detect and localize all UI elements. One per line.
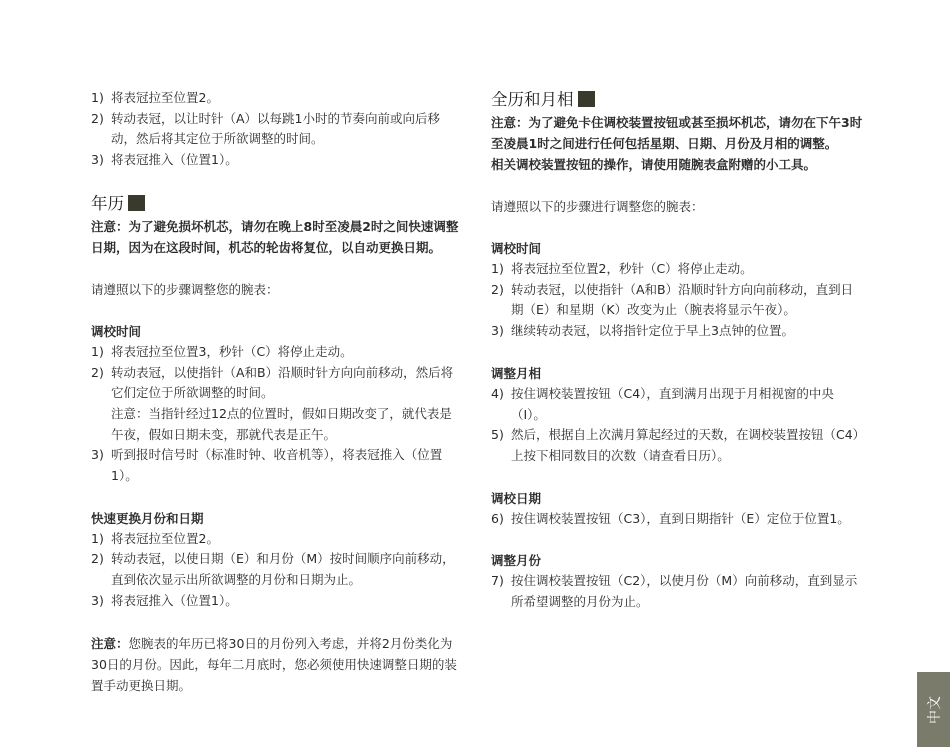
perpetual-section-title: 全历和月相 xyxy=(491,88,863,112)
list-item: 1) 将表冠拉至位置3，秒针（C）将停止走动。 xyxy=(91,343,353,359)
list-item: 3) 听到报时信号时（标准时钟、收音机等），将表冠推入（位置1）。 xyxy=(91,447,443,484)
list-item: 1) 将表冠拉至位置2。 xyxy=(91,90,219,105)
section-marker-icon xyxy=(578,91,595,107)
list-item: 7) 按住调校装置按钮（C2），以使月份（M）向前移动，直到显示所希望调整的月份为止。 xyxy=(491,573,858,610)
list-item: 1) 将表冠拉至位置2。 xyxy=(91,530,219,546)
date-steps xyxy=(491,509,863,530)
language-tab: 中文 xyxy=(917,672,950,747)
month-heading: 调整月份 xyxy=(491,553,542,569)
quick-set-steps xyxy=(91,529,463,612)
list-item: 5) 然后，根据自上次满月算起经过的天数，在调校装置按钮（C4）上按下相同数目的次数（请查看日历）。 xyxy=(491,427,859,463)
list-item: 注意：当指针经过12点的位置时，假如日期改变了，就代表是午夜，假如日期未变，那就代表是正午。 xyxy=(111,405,452,442)
list-item: 2) 转动表冠，以让时针（A）以每跳1小时的节奏向前或向后移动，然后将其定位于所欲调整的时间。 xyxy=(91,110,441,147)
final-note: 注意：您腕表的年历已将30日的月份列入考虑，并将2月份类化为30日的月份。因此，每年二月底时，您必须使用快速调整日期的装置手动更换日期。 xyxy=(91,635,457,693)
list-item: 2) 转动表冠，以使指针（A和B）沿顺时针方向向前移动，直到日期（E）和星期（K）改变为止（腕表将显示午夜）。 xyxy=(491,281,854,318)
list-item: 1) 将表冠拉至位置2，秒针（C）将停止走动。 xyxy=(491,261,753,276)
calendar-warning-note: 注意：为了避免损坏机芯，请勿在晚上8时至凌晨2时之间快速调整日期，因为在这段时间，机芯的轮齿将复位，以自动更换日期。 xyxy=(91,218,459,255)
follow-steps-text: 请遵照以下的步骤调整您的腕表： xyxy=(91,281,279,297)
list-item: 2) 转动表冠，以使指针（A和B）沿顺时针方向向前移动，然后将它们定位于所欲调整的时间。 xyxy=(91,364,454,401)
list-item: 3) 继续转动表冠，以将指针定位于早上3点钟的位置。 xyxy=(491,323,794,339)
left-column xyxy=(91,88,463,696)
list-item: 4) 按住调校装置按钮（C4），直到满月出现于月相视窗的中央（I）。 xyxy=(491,385,834,422)
list-item: 2) 转动表冠，以使日期（E）和月份（M）按时间顺序向前移动，直到依次显示出所欲调整的月份和日期为止。 xyxy=(91,551,455,588)
month-steps xyxy=(491,571,863,612)
list-item: 6) 按住调校装置按钮（C3），直到日期指针（E）定位于位置1。 xyxy=(491,510,850,526)
section-marker-icon xyxy=(128,195,145,211)
perpetual-warning-note: 注意：为了避免卡住调校装置按钮或甚至损坏机芯，请勿在下午3时至凌晨1时之间进行任何包括星期、日期、月份及月相的调整。 xyxy=(491,115,863,151)
quick-set-heading: 快速更换月份和日期 xyxy=(91,510,204,526)
date-heading: 调校日期 xyxy=(491,490,542,506)
set-time-heading: 调校时间 xyxy=(491,241,542,256)
list-item: 3) 将表冠推入（位置1）。 xyxy=(91,592,238,608)
calendar-section-title: 年历 xyxy=(91,192,463,216)
set-time-steps xyxy=(491,259,863,342)
set-time-steps xyxy=(91,342,463,487)
intro-steps xyxy=(91,88,463,171)
set-time-heading: 调校时间 xyxy=(91,323,142,339)
moon-phase-steps xyxy=(491,384,863,467)
right-column xyxy=(491,88,863,613)
list-item: 3) 将表冠推入（位置1）。 xyxy=(91,152,238,168)
tool-note: 相关调校装置按钮的操作，请使用随腕表盒附赠的小工具。 xyxy=(491,157,817,172)
follow-steps-text: 请遵照以下的步骤进行调整您的腕表： xyxy=(491,199,704,214)
moon-phase-heading: 调整月相 xyxy=(491,365,542,381)
